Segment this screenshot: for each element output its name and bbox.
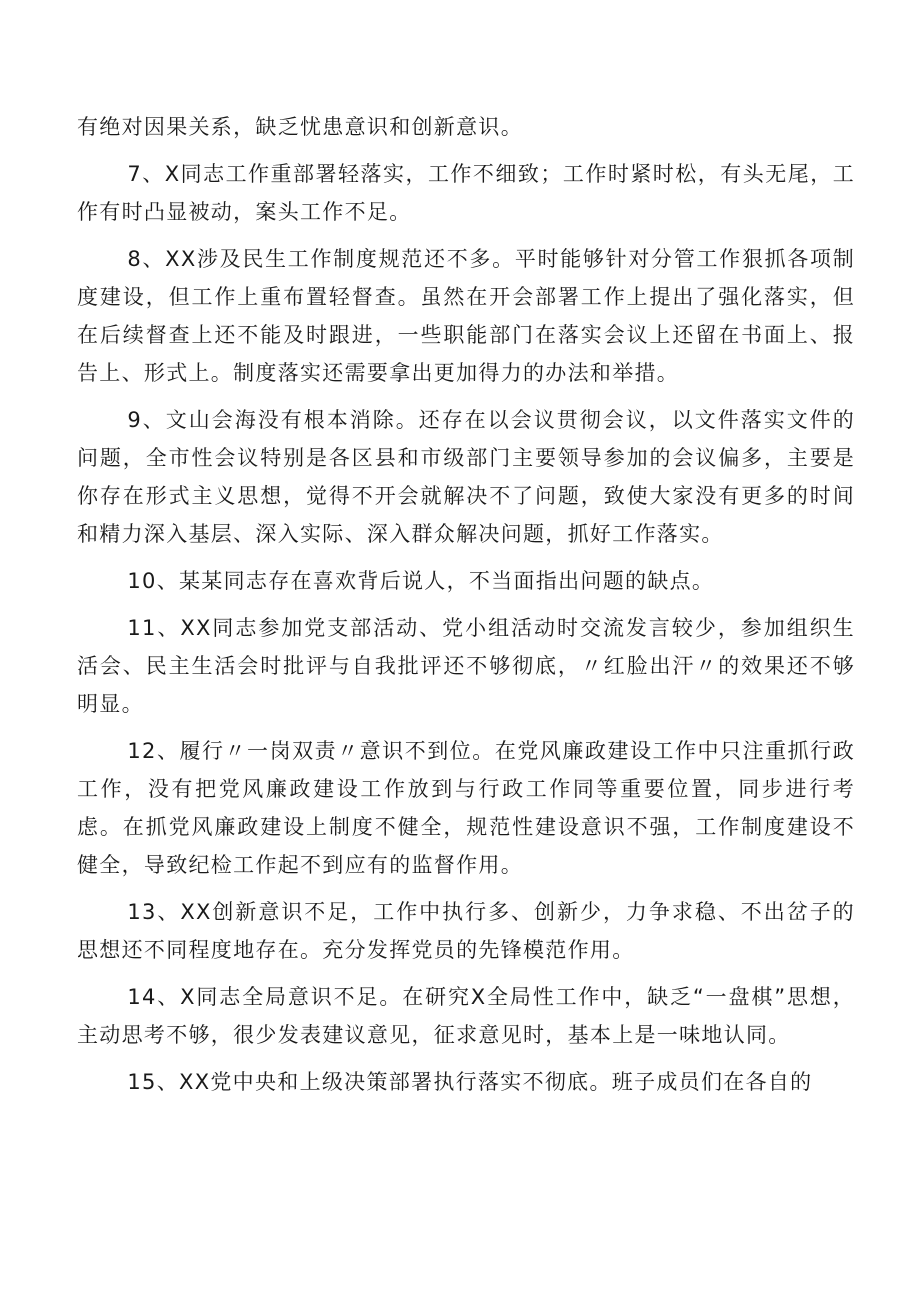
paragraph-item-9: 9、文山会海没有根本消除。还存在以会议贯彻会议，以文件落实文件的问题，全市性会议特别是各区县和市级部门主要领导参加的会议偏多，主要是你存在形式主义思想，觉得不开会就解决不了问题，致使大家没有更多的时间和精力深入基层、深入实际、深入群众解决问题，抓好工作落实。 <box>77 408 855 546</box>
paragraph-item-15: 15、XX党中央和上级决策部署执行落实不彻底。班子成员们在各自的 <box>127 1070 813 1094</box>
document-body <box>77 108 855 1110</box>
paragraph-item-7: 7、X同志工作重部署轻落实，工作不细致；工作时紧时松，有头无尾，工作有时凸显被动，案头工作不足。 <box>77 162 855 224</box>
paragraph-item-12: 12、履行〃一岗双责〃意识不到位。在党风廉政建设工作中只注重抓行政工作，没有把党风廉政建设工作放到与行政工作同等重要位置，同步进行考虑。在抓党风廉政建设上制度不健全，规范性建设意识不强，工作制度建设不健全，导致纪检工作起不到应有的监督作用。 <box>77 739 855 877</box>
paragraph-item-14: 14、X同志全局意识不足。在研究X全局性工作中，缺乏“一盘棋”思想，主动思考不够，很少发表建议意见，征求意见时，基本上是一味地认同。 <box>77 985 855 1047</box>
paragraph-item-13: 13、XX创新意识不足，工作中执行多、创新少，力争求稳、不出岔子的思想还不同程度地存在。充分发挥党员的先锋模范作用。 <box>77 900 855 962</box>
paragraph-continued: 有绝对因果关系，缺乏忧患意识和创新意识。 <box>77 115 523 139</box>
paragraph-item-11: 11、XX同志参加党支部活动、党小组活动时交流发言较少，参加组织生活会、民主生活会时批评与自我批评还不够彻底，〃红脸出汗〃的效果还不够明显。 <box>77 616 855 716</box>
paragraph-item-10: 10、某某同志存在喜欢背后说人，不当面指出问题的缺点。 <box>127 569 715 593</box>
paragraph-item-8: 8、XX涉及民生工作制度规范还不多。平时能够针对分管工作狠抓各项制度建设，但工作上重布置轻督查。虽然在开会部署工作上提出了强化落实，但在后续督查上还不能及时跟进，一些职能部门在落实会议上还留在书面上、报告上、形式上。制度落实还需要拿出更加得力的办法和举措。 <box>77 247 855 385</box>
